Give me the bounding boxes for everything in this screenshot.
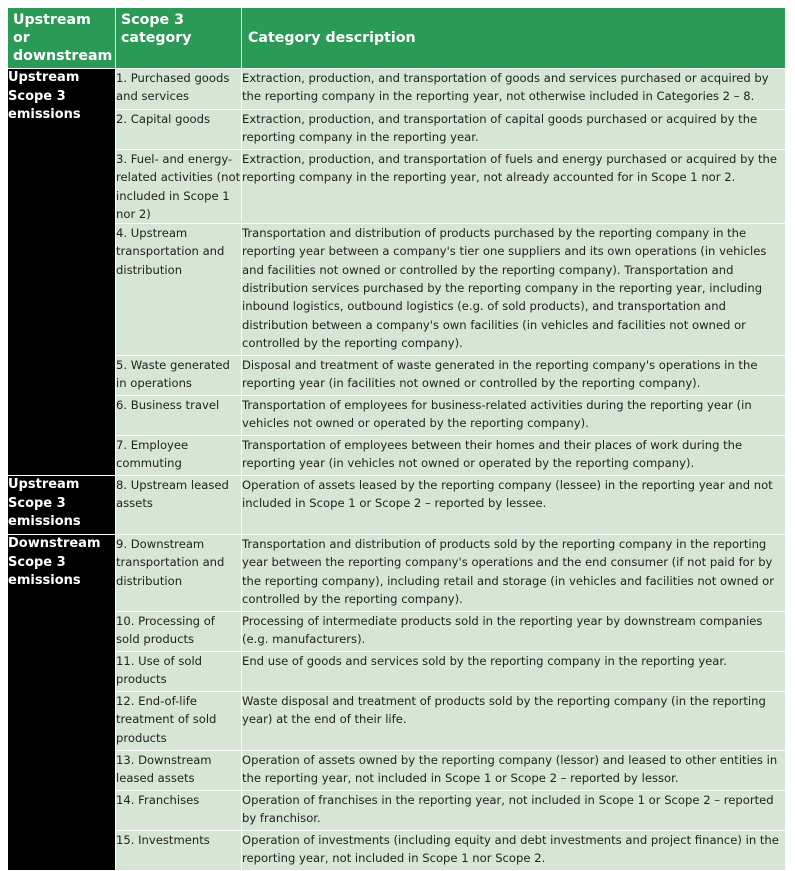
table-row	[8, 150, 786, 224]
category-cell: 6. Business travel	[116, 396, 242, 436]
category-cell: 8. Upstream leased assets	[116, 476, 242, 535]
group-label: Downstream Scope 3 emissions	[8, 535, 116, 871]
category-cell: 15. Investments	[116, 831, 242, 871]
description-cell: Operation of assets leased by the reporting company (lessee) in the reporting year and not included in Scope 1 or Scope 2 – reported by lessee.	[242, 476, 786, 535]
table-row	[8, 692, 786, 751]
table-row	[8, 831, 786, 871]
description-cell: Transportation and distribution of products purchased by the reporting company in the reporting year between a company's tier one suppliers and its own operations (in vehicles and facilities not owned or controlled by the reporting company). Transportation and distribution services purchased by the reporting company in the reporting year, including inbound logistics, outbound logistics (e.g. of sold products), and transportation and distribution between a company's own facilities (in vehicles and facilities not owned or controlled by the reporting company).	[242, 224, 786, 356]
table-row	[8, 612, 786, 652]
description-cell: Transportation of employees for business-related activities during the reporting year (in vehicles not owned or operated by the reporting company).	[242, 396, 786, 436]
description-cell: Extraction, production, and transportation of goods and services purchased or acquired by the reporting company in the reporting year, not otherwise included in Categories 2 – 8.	[242, 69, 786, 110]
category-cell: 3. Fuel- and energy-related activities (not included in Scope 1 nor 2)	[116, 150, 242, 224]
description-cell: Extraction, production, and transportation of capital goods purchased or acquired by the reporting company in the reporting year.	[242, 110, 786, 150]
description-cell: Transportation of employees between their homes and their places of work during the reporting year (in vehicles not owned or operated by the reporting company).	[242, 436, 786, 476]
header-scope3-category: Scope 3 category	[116, 8, 242, 69]
table-row	[8, 436, 786, 476]
category-cell: 1. Purchased goods and services	[116, 69, 242, 110]
category-cell: 12. End-of-life treatment of sold products	[116, 692, 242, 751]
table-body	[8, 69, 786, 871]
category-cell: 7. Employee commuting	[116, 436, 242, 476]
table-row	[8, 476, 786, 535]
category-cell: 11. Use of sold products	[116, 652, 242, 692]
scope3-categories-table	[7, 7, 786, 871]
description-cell: Operation of franchises in the reporting year, not included in Scope 1 or Scope 2 – reported by franchisor.	[242, 791, 786, 831]
category-cell: 2. Capital goods	[116, 110, 242, 150]
table-row	[8, 791, 786, 831]
description-cell: Disposal and treatment of waste generated in the reporting company's operations in the reporting year (in facilities not owned or controlled by the reporting company).	[242, 356, 786, 396]
category-cell: 10. Processing of sold products	[116, 612, 242, 652]
category-cell: 5. Waste generated in operations	[116, 356, 242, 396]
category-cell: 13. Downstream leased assets	[116, 751, 242, 791]
header-upstream-downstream: Upstream or downstream	[8, 8, 116, 69]
description-cell: Operation of assets owned by the reporting company (lessor) and leased to other entities in the reporting year, not included in Scope 1 or Scope 2 – reported by lessor.	[242, 751, 786, 791]
table-row	[8, 224, 786, 356]
description-cell: Processing of intermediate products sold in the reporting year by downstream companies (e.g. manufacturers).	[242, 612, 786, 652]
description-cell: Transportation and distribution of products sold by the reporting company in the reporting year between the reporting company's operations and the end consumer (if not paid for by the reporting company), including retail and storage (in vehicles and facilities not owned or controlled by the reporting company).	[242, 535, 786, 612]
category-cell: 14. Franchises	[116, 791, 242, 831]
category-cell: 4. Upstream transportation and distribution	[116, 224, 242, 356]
description-cell: Waste disposal and treatment of products sold by the reporting company (in the reporting year) at the end of their life.	[242, 692, 786, 751]
header-row	[8, 8, 786, 69]
table-row	[8, 652, 786, 692]
group-label: Upstream Scope 3 emissions	[8, 69, 116, 476]
description-cell: Operation of investments (including equity and debt investments and project finance) in the reporting year, not included in Scope 1 nor Scope 2.	[242, 831, 786, 871]
table-row	[8, 110, 786, 150]
category-cell: 9. Downstream transportation and distribution	[116, 535, 242, 612]
group-label: Upstream Scope 3 emissions	[8, 476, 116, 535]
header-category-description: Category description	[242, 8, 786, 69]
table-row	[8, 535, 786, 612]
table-row	[8, 751, 786, 791]
table-row	[8, 396, 786, 436]
description-cell: Extraction, production, and transportation of fuels and energy purchased or acquired by the reporting company in the reporting year, not already accounted for in Scope 1 nor 2.	[242, 150, 786, 224]
table-row	[8, 356, 786, 396]
table-row	[8, 69, 786, 110]
description-cell: End use of goods and services sold by the reporting company in the reporting year.	[242, 652, 786, 692]
